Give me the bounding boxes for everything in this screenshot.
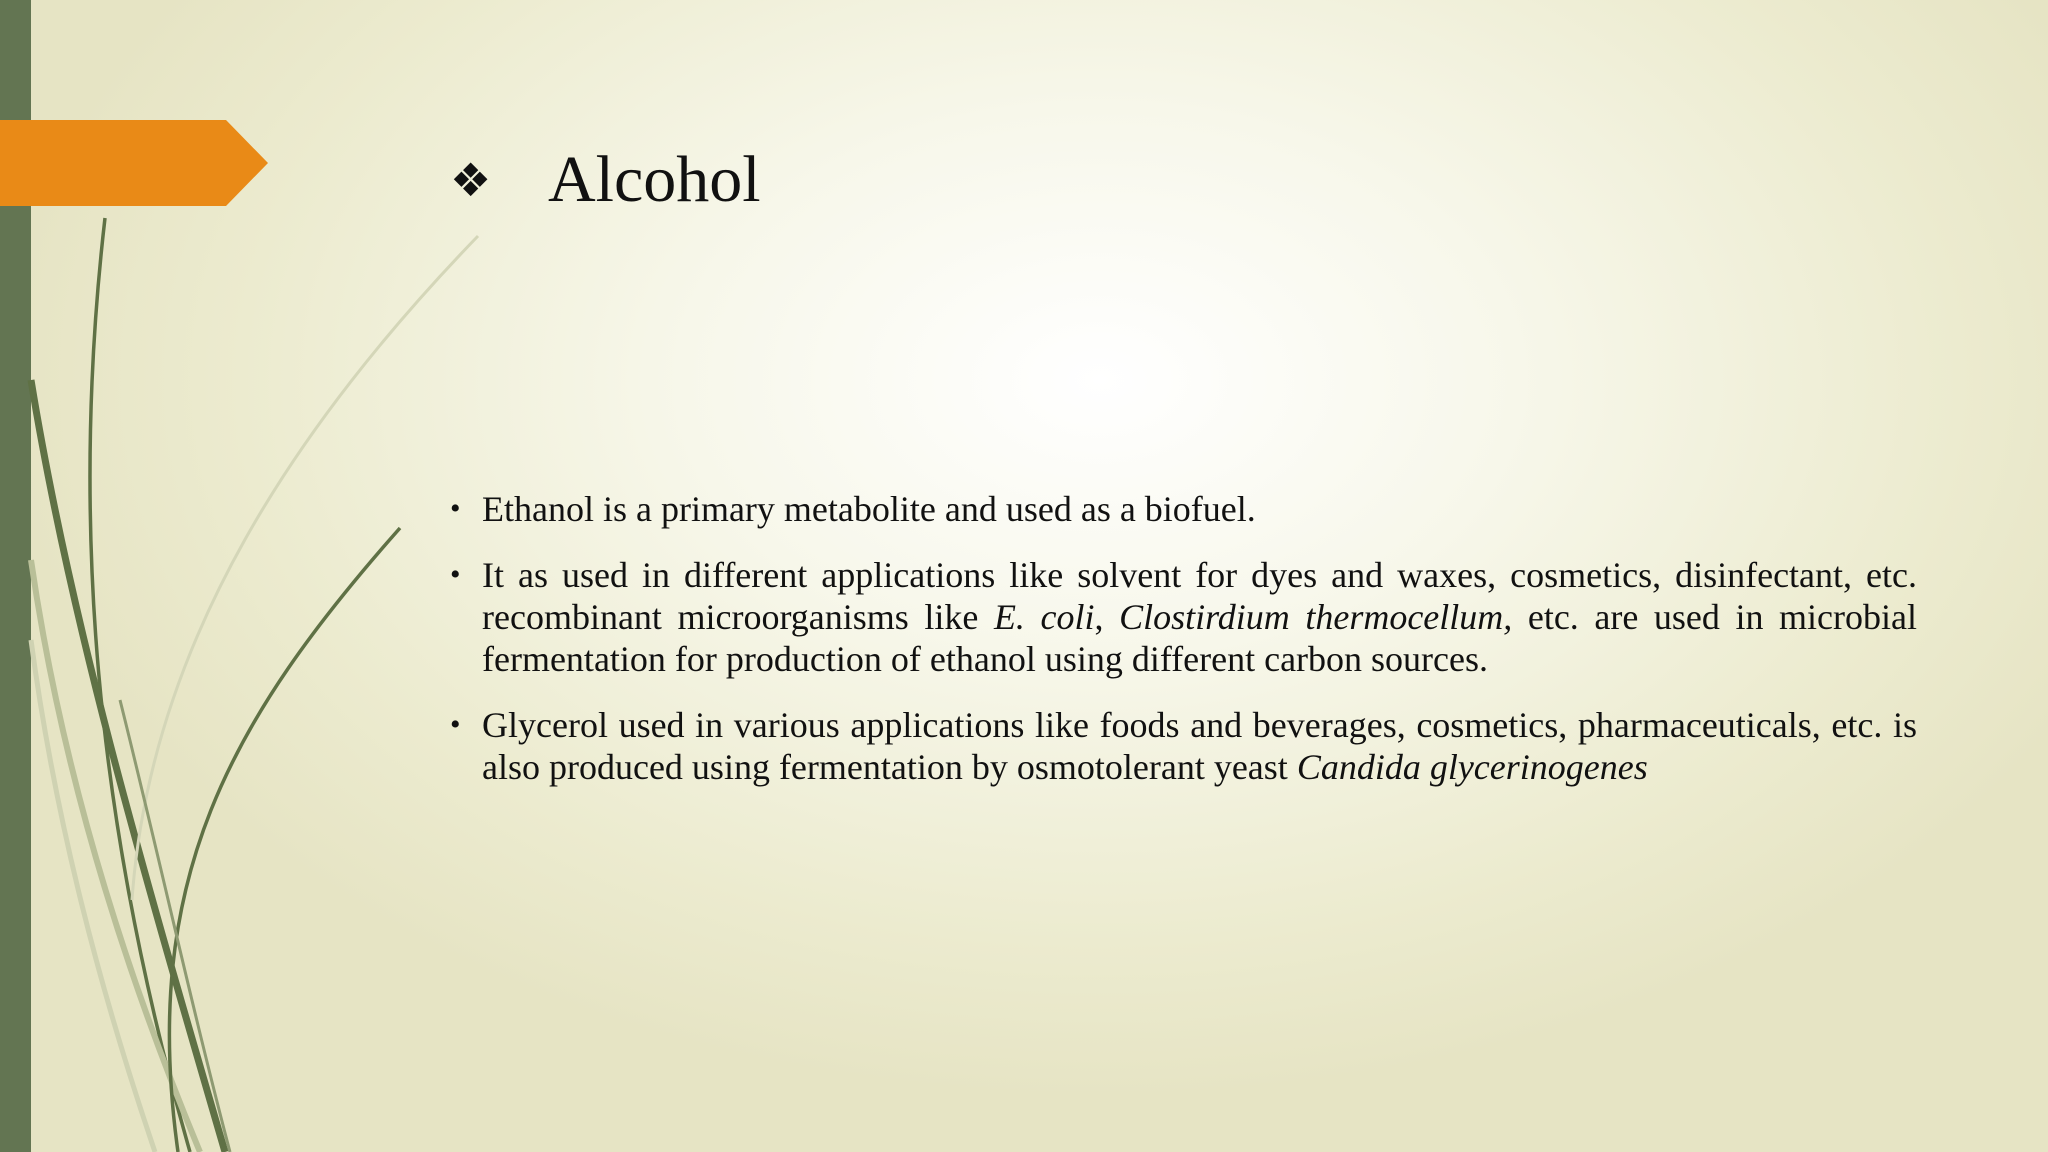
bullet-text: [482, 705, 1917, 787]
slide-title: [450, 130, 761, 230]
text-segment: It as used in different applications like solvent for dyes and waxes, cosmetics, disinfectant, etc. recombinant microorganisms like: [482, 555, 1917, 637]
bullet-dot-icon: •: [450, 492, 461, 525]
italic-text: Clostirdium thermocellum,: [1119, 597, 1513, 637]
bullet-item: [450, 488, 1917, 530]
bullet-text: [482, 489, 1256, 529]
title-text: Alcohol: [548, 143, 761, 216]
bullet-list: [450, 488, 1917, 812]
bullet-item: [450, 554, 1917, 680]
bullet-item: [450, 704, 1917, 788]
italic-text: E. coli: [993, 597, 1095, 637]
bullet-dot-icon: •: [450, 708, 461, 741]
four-diamond-icon: ❖: [450, 153, 492, 207]
bullet-dot-icon: •: [450, 558, 461, 591]
italic-text: Candida glycerinogenes: [1296, 747, 1648, 787]
bullet-text: [482, 555, 1917, 679]
text-segment: etc. are used in microbial fermentation for production of ethanol using different carbon sources.: [482, 597, 1917, 679]
text-segment: ,: [1094, 597, 1120, 637]
text-segment: Ethanol is a primary metabolite and used as a biofuel.: [482, 489, 1256, 529]
text-segment: Glycerol used in various applications like foods and beverages, cosmetics, pharmaceuticals, etc. is also produced using fermentation by osmotolerant yeast: [482, 705, 1917, 787]
